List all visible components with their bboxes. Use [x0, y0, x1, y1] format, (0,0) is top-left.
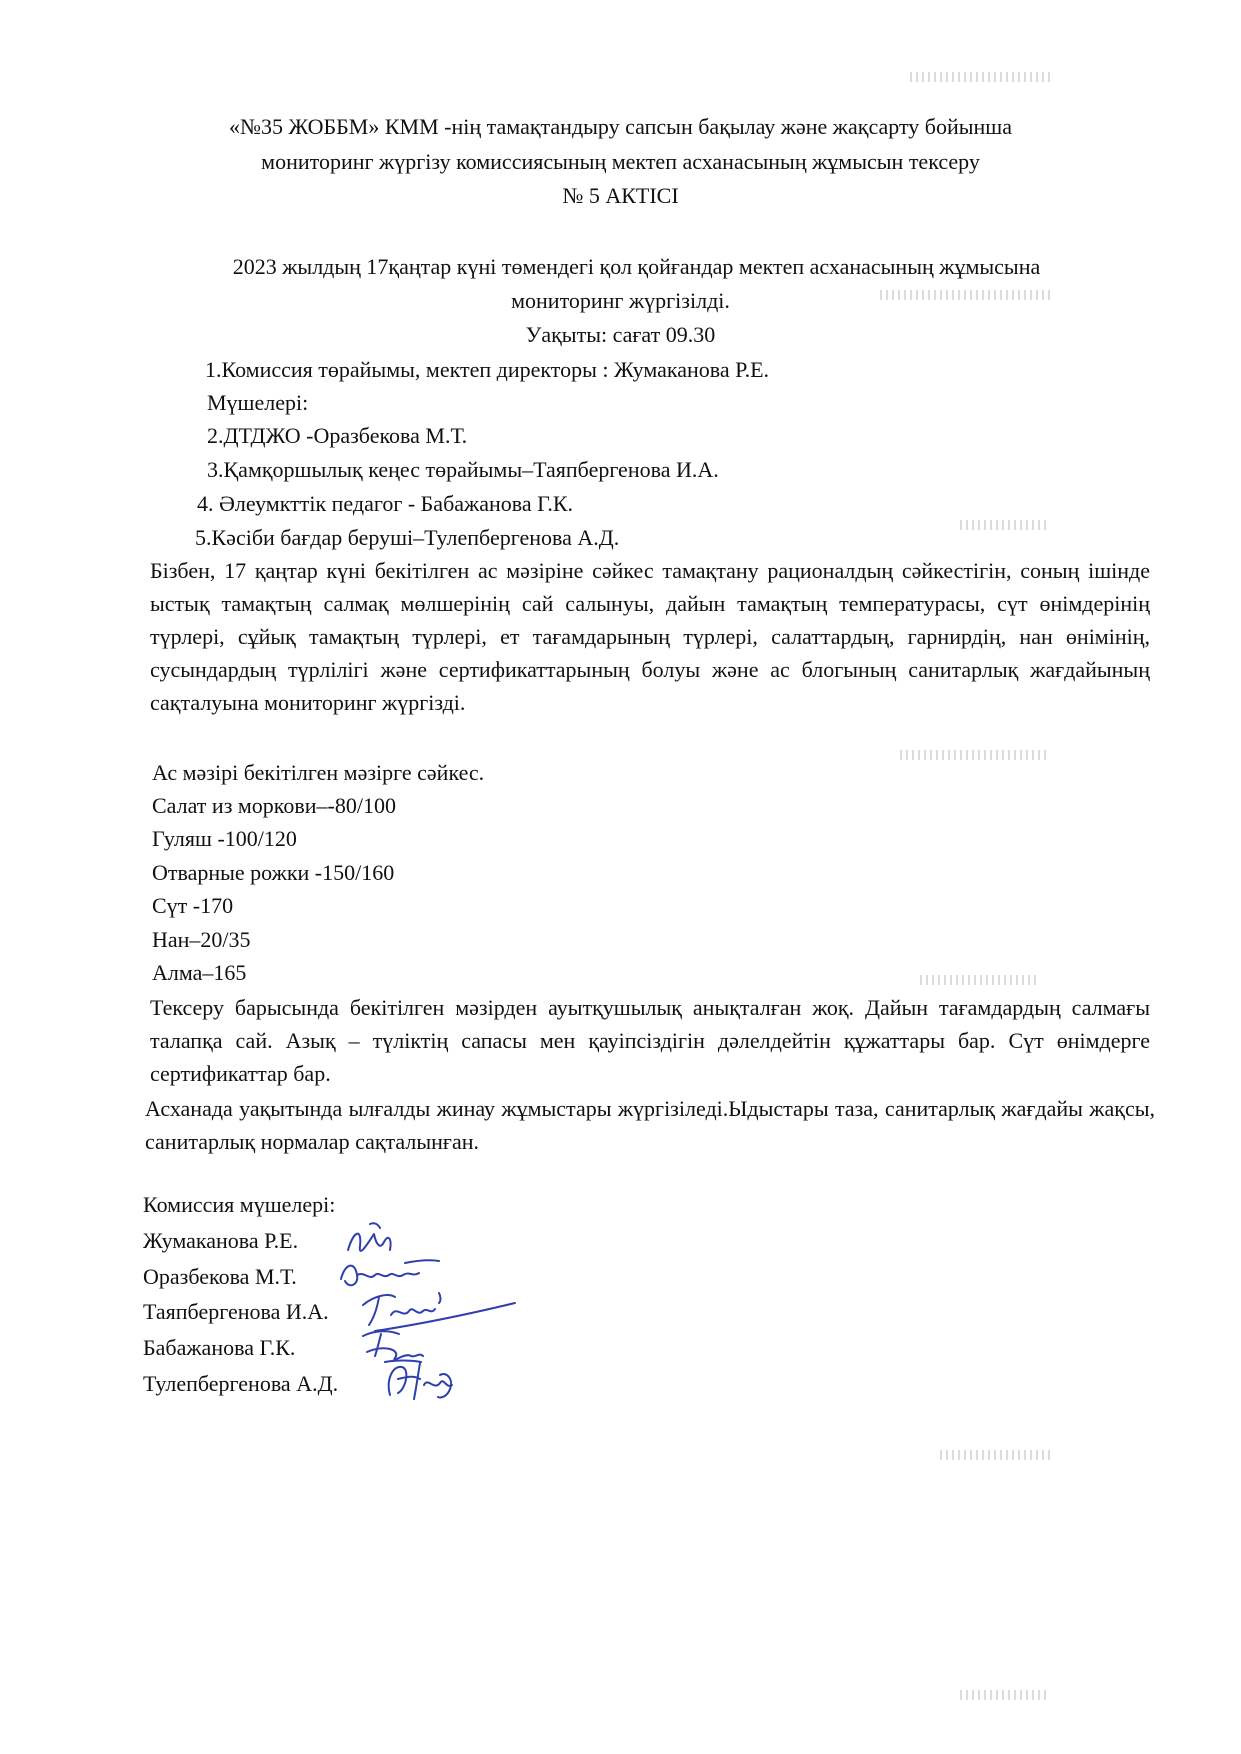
signature-5 [380, 1355, 480, 1407]
intro-line-2: мониторинг жүргізілді. [511, 288, 730, 313]
member-item: 4. Әлеумкттік педагог - Бабажанова Г.К. [197, 491, 574, 516]
menu-item: Салат из моркови–-80/100 [152, 793, 396, 818]
signatory-name: Тулепбергенова А.Д. [143, 1371, 339, 1396]
menu-item: Отварные рожки -150/160 [152, 860, 395, 885]
scan-speckle [960, 1690, 1050, 1700]
signatory-name: Оразбекова М.Т. [143, 1264, 297, 1289]
member-item: 2.ДТДЖО -Оразбекова М.Т. [207, 423, 468, 448]
findings-paragraph: Тексеру барысында бекітілген мәзірден ауытқушылық анықталған жоқ. Дайын тағамдардың салмағы талапқа сай. Азық – түліктің сапасы мен қауіпсіздігін дәлелдейтін құжаттары бар. Сүт өнімдерге сертификаттар бар. [150, 995, 1150, 1086]
signatures-label: Комиссия мүшелері: [143, 1192, 336, 1217]
doc-title-line-1: «№35 ЖОББМ» КММ -нің тамақтандыру сапсын бақылау және жақсарту бойынша [229, 114, 1012, 139]
commission-chair: 1.Комиссия төрайымы, мектеп директоры : Жумаканова Р.Е. [205, 357, 770, 382]
scan-speckle [920, 975, 1040, 985]
scan-speckle [960, 520, 1050, 530]
member-item: 5.Кәсіби бағдар беруші–Тулепбергенова А.Д. [195, 525, 620, 550]
doc-title-line-3: № 5 АКТІСІ [562, 183, 679, 208]
member-item: 3.Қамқоршылық кеңес төрайымы–Таяпбергенова И.А. [207, 457, 719, 482]
scan-speckle [910, 72, 1050, 82]
menu-item: Алма–165 [152, 960, 247, 985]
sanitary-paragraph: Асханада уақытында ылғалды жинау жұмыстары жүргізіледі.Ыдыстары таза, санитарлық жағдайы жақсы, санитарлық нормалар сақталынған. [145, 1096, 1155, 1154]
intro-line-1: 2023 жылдың 17қаңтар күні төмендегі қол қойғандар мектеп асханасының жұмысына [232, 254, 1041, 279]
members-label: Мүшелері: [207, 390, 309, 415]
scan-speckle [940, 1450, 1050, 1460]
menu-item: Гуляш -100/120 [152, 826, 297, 851]
doc-title-line-2: мониторинг жүргізу комиссиясының мектеп асханасының жұмысын тексеру [261, 149, 980, 174]
scan-speckle [900, 750, 1050, 760]
menu-item: Сүт -170 [152, 893, 234, 918]
signatory-name: Бабажанова Г.К. [143, 1335, 296, 1360]
inspection-time: Уақыты: сағат 09.30 [525, 322, 716, 347]
menu-intro: Ас мәзірі бекітілген мәзірге сәйкес. [152, 760, 485, 785]
signatory-name: Таяпбергенова И.А. [143, 1299, 329, 1324]
menu-item: Нан–20/35 [152, 927, 251, 952]
signatory-name: Жумаканова Р.Е. [143, 1228, 299, 1253]
monitoring-paragraph: Бізбен, 17 қаңтар күні бекітілген ас мәзіріне сәйкес тамақтану рационалдың сәйкестігін, соның ішінде ыстық тамақтың салмақ мөлшерінің сай салынуы, дайын тамақтың температурасы, сүт өнімдерінің түрлері, сұйық тамақтың түрлері, ет тағамдарының түрлері, салаттардың, гарнирдің, нан өнімінің, сусындардың түрлілігі және сертификаттарының болуы және ас блогының санитарлық жағдайының сақталуына мониторинг жүргізді. [150, 558, 1150, 715]
